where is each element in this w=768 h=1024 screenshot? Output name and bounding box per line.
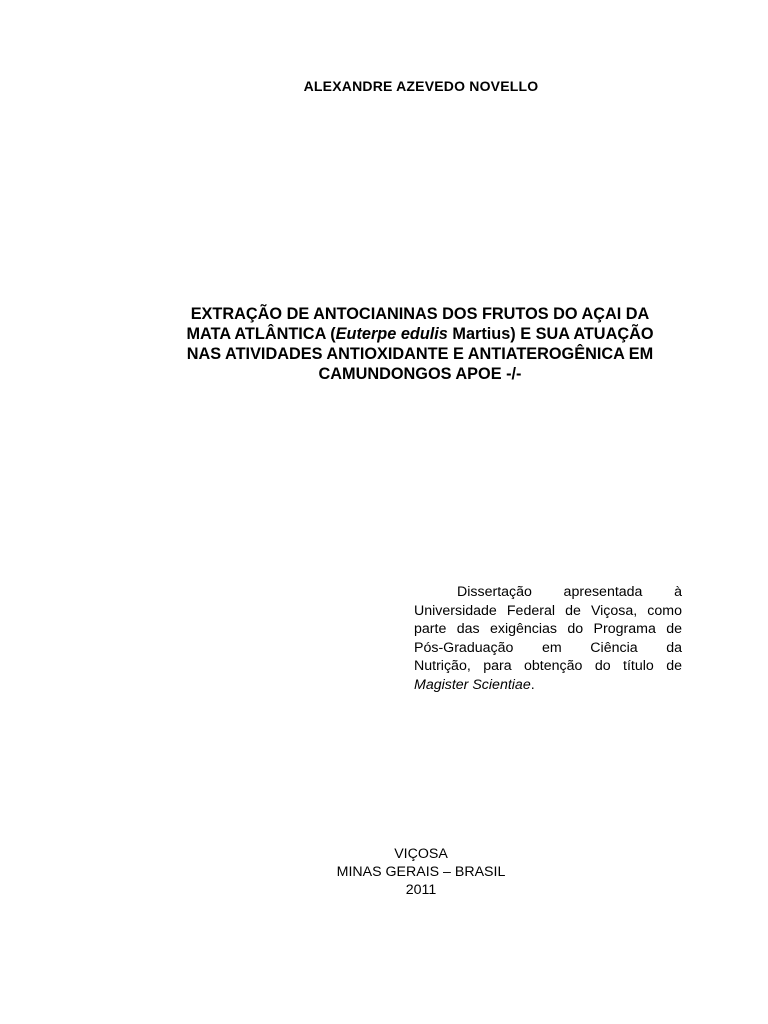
degree-period: . [530,676,535,693]
title-line-4: CAMUNDONGOS APOE -/- [318,365,522,383]
dissertation-statement [414,583,682,695]
dissertation-line-4: Pós-Graduação em Ciência da [414,639,682,656]
dissertation-line-1: Dissertação apresentada à [457,584,682,600]
thesis-title [150,304,690,384]
dissertation-line-5: Nutrição, para obtenção do título de [414,658,682,675]
title-line-2 [150,324,690,344]
title-line-3: NAS ATIVIDADES ANTIOXIDANTE E ANTIATEROGÊNICA EM [186,345,654,363]
state-country: MINAS GERAIS – BRASIL [336,864,506,880]
dissertation-line-2: Universidade Federal de Viçosa, como [414,602,682,619]
city: VIÇOSA [394,846,448,862]
degree-name: Magister Scientiae [414,676,531,693]
title-line-2-pre: MATA ATLÂNTICA ( [186,325,336,343]
year: 2011 [405,882,437,898]
dissertation-line-6 [414,676,682,695]
species-name: Euterpe edulis [335,325,448,343]
title-line-1: EXTRAÇÃO DE ANTOCIANINAS DOS FRUTOS DO AÇAI DA [190,305,650,323]
dissertation-line-3: parte das exigências do Programa de [414,621,682,638]
title-line-2-post: Martius) E SUA ATUAÇÃO [447,325,654,343]
place-and-year [310,845,532,899]
author-name: ALEXANDRE AZEVEDO NOVELLO [303,78,539,94]
